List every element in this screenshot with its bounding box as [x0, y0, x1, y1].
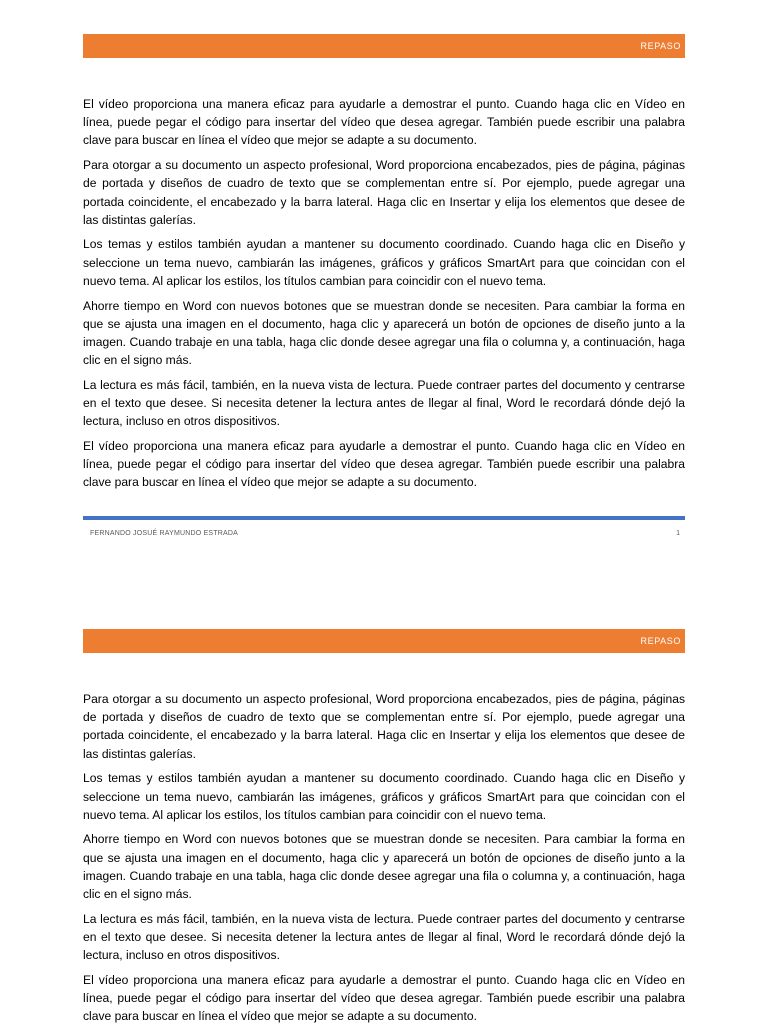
- header-bar: [83, 629, 685, 653]
- footer-page-number: 1: [676, 530, 680, 537]
- header-bar: [83, 34, 685, 58]
- paragraph: El vídeo proporciona una manera eficaz para ayudarle a demostrar el punto. Cuando haga clic en Vídeo en línea, puede pegar el código para insertar del vídeo que desea agregar. También puede escribir una palabra clave para buscar en línea el vídeo que mejor se adapte a su documento.: [83, 97, 685, 148]
- document-page-2: [0, 590, 768, 1024]
- paragraph: La lectura es más fácil, también, en la nueva vista de lectura. Puede contraer partes del documento y centrarse en el texto que desee. Si necesita detener la lectura antes de llegar al final, Word le recordará dónde dejó la lectura, incluso en otros dispositivos.: [83, 377, 685, 429]
- body-text[interactable]: [83, 690, 685, 1024]
- paragraph: Los temas y estilos también ayudan a mantener su documento coordinado. Cuando haga clic en Diseño y seleccione un tema nuevo, cambiarán las imágenes, gráficos y gráficos SmartArt para que coincidan con el nuevo tema. Al aplicar los estilos, los títulos cambian para coincidir con el nuevo tema.: [83, 237, 685, 288]
- paragraph: Los temas y estilos también ayudan a mantener su documento coordinado. Cuando haga clic en Diseño y seleccione un tema nuevo, cambiarán las imágenes, gráficos y gráficos SmartArt para que coincidan con el nuevo tema. Al aplicar los estilos, los títulos cambian para coincidir con el nuevo tema.: [83, 771, 685, 822]
- footer-author: FERNANDO JOSUÉ RAYMUNDO ESTRADA: [90, 530, 239, 537]
- header-title: REPASO: [640, 41, 681, 51]
- paragraph: El vídeo proporciona una manera eficaz para ayudarle a demostrar el punto. Cuando haga clic en Vídeo en línea, puede pegar el código para insertar del vídeo que desea agregar. También puede escribir una palabra clave para buscar en línea el vídeo que mejor se adapte a su documento.: [83, 438, 685, 490]
- footer-rule: [83, 516, 685, 520]
- paragraph: Ahorre tiempo en Word con nuevos botones que se muestran donde se necesiten. Para cambiar la forma en que se ajusta una imagen en el documento, haga clic y aparecerá un botón de opciones de diseño junto a la imagen. Cuando trabaje en una tabla, haga clic donde desee agregar una fila o columna y, a continuación, haga clic en el signo más.: [83, 298, 685, 368]
- paragraph: La lectura es más fácil, también, en la nueva vista de lectura. Puede contraer partes del documento y centrarse en el texto que desee. Si necesita detener la lectura antes de llegar al final, Word le recordará dónde dejó la lectura, incluso en otros dispositivos.: [83, 911, 685, 963]
- paragraph: Para otorgar a su documento un aspecto profesional, Word proporciona encabezados, pies de página, páginas de portada y diseños de cuadro de texto que se complementan entre sí. Por ejemplo, puede agregar una portada coincidente, el encabezado y la barra lateral. Haga clic en Insertar y elija los elementos que desee de las distintas galerías.: [83, 158, 685, 227]
- paragraph: Para otorgar a su documento un aspecto profesional, Word proporciona encabezados, pies de página, páginas de portada y diseños de cuadro de texto que se complementan entre sí. Por ejemplo, puede agregar una portada coincidente, el encabezado y la barra lateral. Haga clic en Insertar y elija los elementos que desee de las distintas galerías.: [83, 692, 685, 761]
- paragraph: El vídeo proporciona una manera eficaz para ayudarle a demostrar el punto. Cuando haga clic en Vídeo en línea, puede pegar el código para insertar del vídeo que desea agregar. También puede escribir una palabra clave para buscar en línea el vídeo que mejor se adapte a su documento.: [83, 972, 685, 1024]
- header-title: REPASO: [640, 636, 681, 646]
- paragraph: Ahorre tiempo en Word con nuevos botones que se muestran donde se necesiten. Para cambiar la forma en que se ajusta una imagen en el documento, haga clic y aparecerá un botón de opciones de diseño junto a la imagen. Cuando trabaje en una tabla, haga clic donde desee agregar una fila o columna y, a continuación, haga clic en el signo más.: [83, 832, 685, 902]
- body-text[interactable]: [83, 95, 685, 498]
